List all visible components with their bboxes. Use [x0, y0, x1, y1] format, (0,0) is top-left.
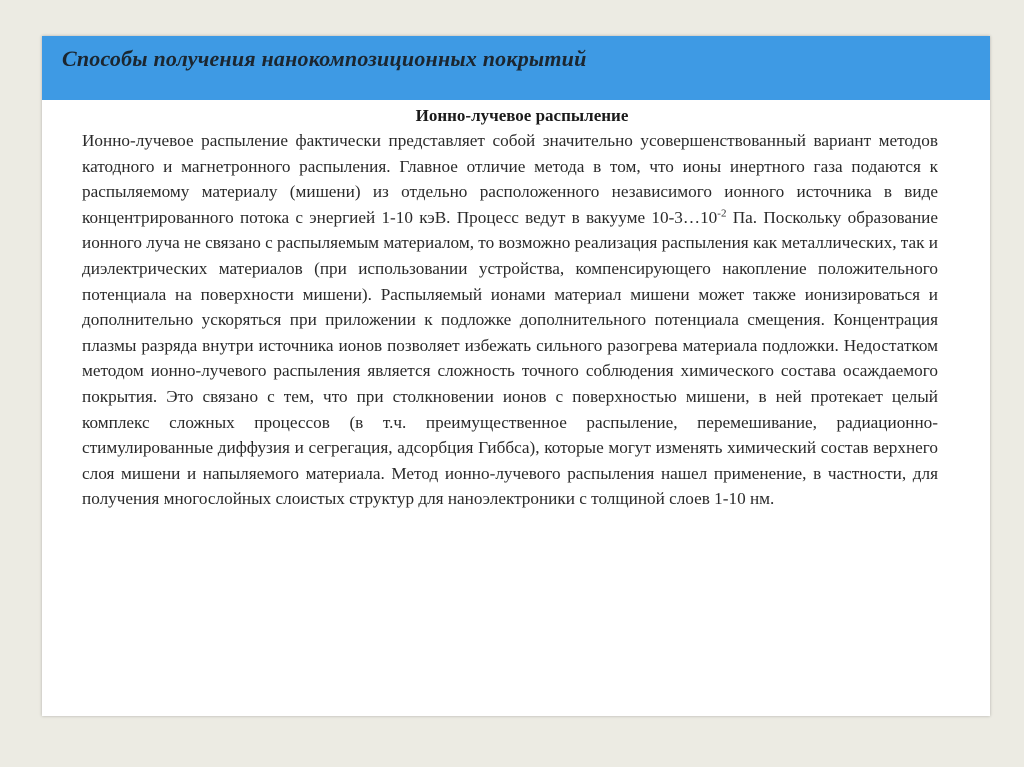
slide-content — [82, 104, 938, 512]
title-bar — [42, 36, 990, 100]
body-text-part-2: Па. Поскольку образование ионного луча не связано с распыляемым материалом, то возможно реализация распыления как металлических, так и диэлектрических материалов (при использовании устройства, компенсирующего накопление положительного потенциала на поверхности мишени). Распыляемый ионами материал мишени может также ионизироваться и дополнительно ускоряться при приложении к подложке дополнительного потенциала смещения. Концентрация плазмы разряда внутри источника ионов позволяет избежать сильного разогрева материала подложки. Недостатком методом ионно-лучевого распыления является сложность точного соблюдения химического состава осаждаемого покрытия. Это связано с тем, что при столкновении ионов с поверхностью мишени, в ней протекает целый комплекс сложных процессов (в т.ч. преимущественное распыление, перемешивание, радиационно-стимулированные диффузия и сегрегация, адсорбция Гиббса), которые могут изменять химический состав верхнего слоя мишени и напыляемого материала. Метод ионно-лучевого распыления нашел применение, в частности, для получения многослойных слоистых структур для наноэлектроники с толщиной слоев 1-10 нм. — [82, 207, 938, 509]
section-heading: Ионно-лучевое распыление — [415, 106, 629, 125]
exponent: -2 — [717, 207, 727, 220]
slide-title: Способы получения нанокомпозиционных покрытий — [62, 46, 587, 71]
body-text-part-1: Ионно-лучевое распыление фактически представляет собой значительно усовершенствованный вариант методов катодного и магнетронного распыления. Главное отличие метода в том, что ионы инертного газа подаются к распыляемому материалу (мишени) из отдельно расположенного независимого ионного источника в виде концентрированного потока с энергией 1-10 кэВ. Процесс ведут в вакууме 10-3…10 — [82, 131, 938, 227]
body-paragraph — [82, 128, 938, 512]
slide — [42, 36, 990, 716]
